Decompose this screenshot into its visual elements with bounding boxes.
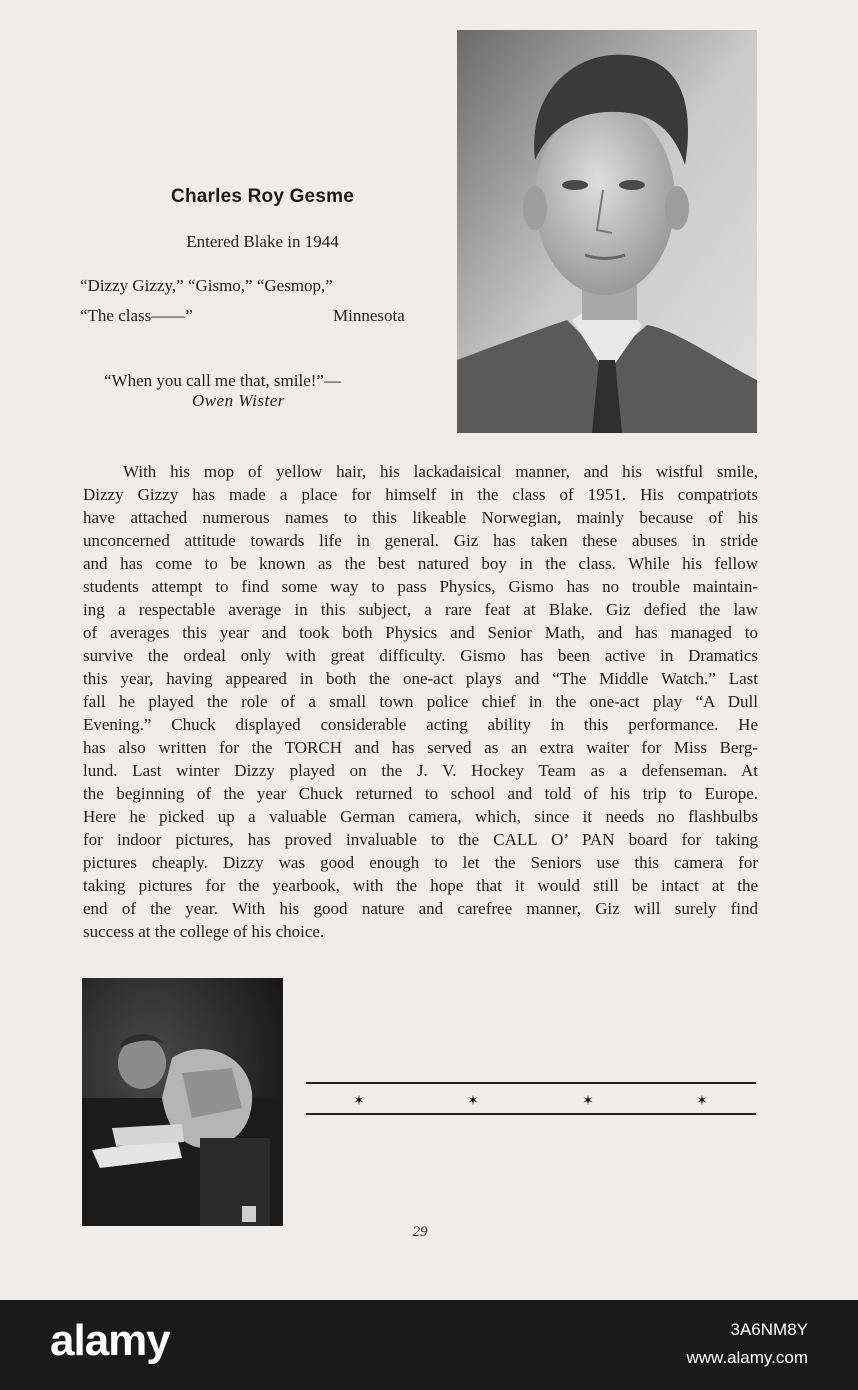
decorative-divider	[306, 1076, 756, 1120]
bio-line: students attempt to find some way to pass Physics, Gismo has no trouble maintain-	[83, 577, 758, 596]
watermark-image-id: 3A6NM8Y	[730, 1320, 808, 1339]
bio-line: end of the year. With his good nature and carefree manner, Giz will surely find	[83, 899, 758, 918]
entered-year: Entered Blake in 1944	[186, 232, 339, 251]
biography-paragraph	[83, 460, 758, 943]
student-name: Charles Roy Gesme	[171, 186, 354, 207]
home-state: Minnesota	[333, 306, 405, 325]
bio-line: the beginning of the year Chuck returned to school and told of his trip to Europe.	[83, 784, 758, 803]
watermark-logo: alamy	[50, 1316, 170, 1365]
page-number: 29	[412, 1224, 428, 1240]
bio-line: fall he played the role of a small town police chief in the one-act play “A Dull	[83, 692, 758, 711]
bio-line: Here he picked up a valuable German camera, which, since it needs no flashbulbs	[83, 807, 758, 826]
svg-text:✶: ✶	[696, 1093, 708, 1109]
bio-line: lund. Last winter Dizzy played on the J. V. Hockey Team as a defenseman. At	[83, 761, 758, 780]
bio-line: for indoor pictures, has proved invaluable to the CALL O’ PAN board for taking	[83, 830, 758, 849]
bio-line: survive the ordeal only with great difficulty. Gismo has been active in Dramatics	[83, 646, 758, 665]
bio-line: ing a respectable average in this subject, a rare feat at Blake. Giz defied the law	[83, 600, 758, 619]
candid-study-photo	[82, 978, 283, 1226]
bio-line: this year, having appeared in both the one-act plays and “The Middle Watch.” Last	[83, 669, 758, 688]
bio-line: pictures cheaply. Dizzy was good enough to let the Seniors use this camera for	[83, 853, 758, 872]
bio-line: have attached numerous names to this likeable Norwegian, mainly because of his	[83, 508, 758, 527]
bio-line: unconcerned attitude towards life in general. Giz has taken these abuses in stride	[83, 531, 758, 550]
bio-line: taking pictures for the yearbook, with the hope that it would still be intact at the	[83, 876, 758, 895]
bio-line: and has come to be known as the best natured boy in the class. While his fellow	[83, 554, 758, 573]
quote-text: “When you call me that, smile!”—	[104, 371, 341, 390]
svg-text:✶: ✶	[467, 1093, 479, 1109]
watermark-url: www.alamy.com	[686, 1348, 808, 1367]
bio-line: success at the college of his choice.	[83, 922, 325, 941]
svg-text:✶: ✶	[353, 1093, 365, 1109]
senior-portrait-photo	[457, 30, 757, 433]
quote-author: Owen Wister	[192, 391, 285, 410]
bio-line: has also written for the TORCH and has served as an extra waiter for Miss Berg-	[83, 738, 758, 757]
bio-line: Evening.” Chuck displayed considerable acting ability in this performance. He	[83, 715, 758, 734]
bio-line: Dizzy Gizzy has made a place for himself in the class of 1951. His compatriots	[83, 485, 758, 504]
nicknames-line-1: “Dizzy Gizzy,” “Gismo,” “Gesmop,”	[80, 276, 333, 295]
nicknames-line-2: “The class——”	[80, 306, 193, 325]
bio-line: With his mop of yellow hair, his lackadaisical manner, and his wistful smile,	[123, 462, 758, 481]
bio-line: of averages this year and took both Physics and Senior Math, and has managed to	[83, 623, 758, 642]
svg-text:✶: ✶	[582, 1093, 594, 1109]
